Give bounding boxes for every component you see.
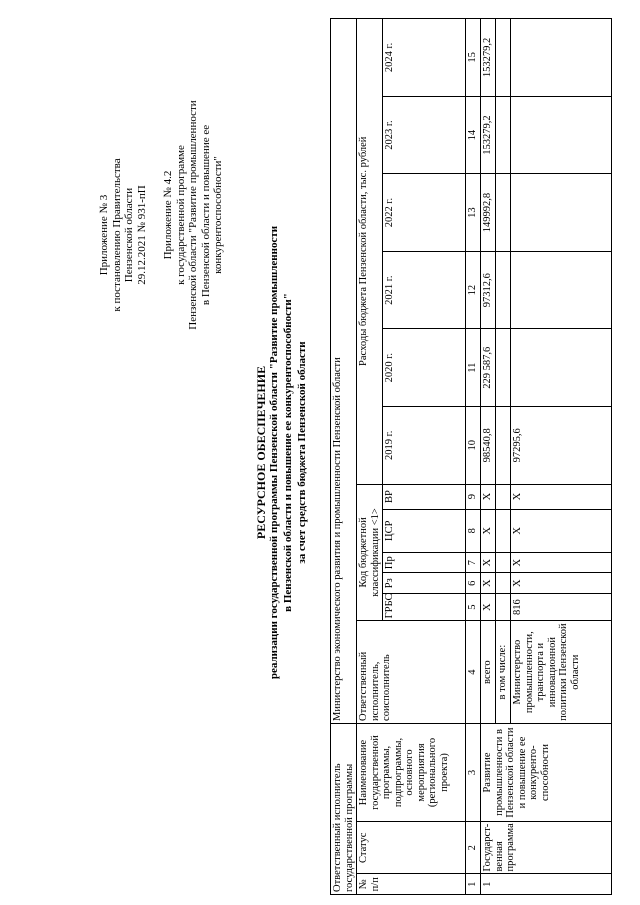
col-header-year: 2022 г. [383,174,466,252]
empty-cell [496,593,511,620]
code-cell: X [481,509,496,552]
column-number: 1 [466,874,481,895]
row-name: Развитие промышленности в Пензенской области и повышение ее конкуренто-способности [481,723,612,821]
code-cell: X [511,552,612,573]
title-line-1: РЕСУРСНОЕ ОБЕСПЕЧЕНИЕ [254,365,268,540]
code-cell: 816 [511,593,612,620]
appendix-line: Приложение № 4.2 [162,170,174,260]
value-cell [511,174,612,252]
col-header-executor: Ответственный исполнитель, соисполнитель [357,621,466,724]
value-cell: 149992,8 [481,174,496,252]
row-including-label: в том числе: [496,621,511,724]
column-number: 5 [466,593,481,620]
column-number: 8 [466,509,481,552]
appendix-line: Приложение № 3 [98,194,110,276]
appendix-line: 29.12.2021 № 931-пП [135,185,148,285]
table-header-row [357,19,383,895]
value-cell [511,19,612,97]
code-cell: X [481,593,496,620]
table-row-total [481,19,496,895]
title-line-4: за счет средств бюджета Пензенской области [296,341,308,564]
col-header-vr: ВР [383,484,466,509]
appendix-main [98,125,148,345]
value-cell: 98540,8 [481,406,496,484]
empty-cell [496,96,511,174]
empty-cell [496,174,511,252]
value-cell [511,96,612,174]
appendix-line: к государственной программе [174,145,187,285]
col-header-status: Статус [357,822,466,874]
code-cell: X [511,484,612,509]
row-ministry-label: Министерство промышленности, транспорта и инновационной политики Пензенской области [511,621,612,724]
value-cell: 97312,6 [481,251,496,329]
empty-cell [496,573,511,594]
col-header-num: № п/п [357,874,466,895]
code-cell: X [481,484,496,509]
column-number: 2 [466,822,481,874]
code-cell: X [481,552,496,573]
row-total-label: всего [481,621,496,724]
value-cell: 153279,2 [481,19,496,97]
code-cell: X [511,509,612,552]
code-cell: X [481,573,496,594]
empty-cell [496,406,511,484]
table-header-row [331,19,357,895]
col-header-expenses: Расходы бюджета Пензенской области, тыс. рублей [357,19,383,485]
resource-table [330,18,612,895]
responsible-ministry-value: Министерство экономического развития и промышленности Пензенской области [331,19,357,724]
col-header-year: 2023 г. [383,96,466,174]
column-number-row [466,19,481,895]
title-line-3: в Пензенской области и повышение ее конкурентоспособности" [282,293,294,612]
col-header-name: Наименование государственной программы, подпрограммы, основного мероприятия (регионального проекта) [357,723,466,821]
column-number: 12 [466,251,481,329]
empty-cell [496,509,511,552]
row-status: Государст-венная программа [481,822,612,874]
appendix-line: Пензенской области "Развитие промышленности [187,100,199,330]
appendix-line: к постановлению Правительства [110,158,123,312]
column-number: 9 [466,484,481,509]
column-number: 14 [466,96,481,174]
col-header-grbs: ГРБС [383,593,466,620]
column-number: 11 [466,329,481,407]
col-header-csr: ЦСР [383,509,466,552]
column-number: 4 [466,621,481,724]
empty-cell [496,251,511,329]
value-cell: 153279,2 [481,96,496,174]
responsible-state-label: Ответственный исполнитель государственной программы [331,723,357,894]
col-header-year: 2024 г. [383,19,466,97]
title-line-2: реализации государственной программы Пензенской области "Развитие промышленности [268,225,280,680]
col-header-year: 2021 г. [383,251,466,329]
appendix-line: в Пензенской области и повышение ее [199,124,212,306]
value-cell [511,329,612,407]
empty-cell [496,19,511,97]
value-cell: 97295,6 [511,406,612,484]
empty-cell [496,329,511,407]
column-number: 7 [466,552,481,573]
col-header-year: 2020 г. [383,329,466,407]
empty-cell [496,552,511,573]
col-header-kbk: Код бюджетной классификации <1> [357,484,383,621]
column-number: 13 [466,174,481,252]
value-cell [511,251,612,329]
col-header-rz: Рз [383,573,466,594]
appendix-line: конкурентоспособности" [212,156,224,274]
appendix-line: Пензенской области [123,187,135,283]
row-num: 1 [481,874,612,895]
value-cell: 229 587,6 [481,329,496,407]
col-header-year: 2019 г. [383,406,466,484]
column-number: 15 [466,19,481,97]
empty-cell [496,484,511,509]
column-number: 10 [466,406,481,484]
col-header-pr: Пр [383,552,466,573]
appendix-sub [162,85,225,345]
code-cell: X [511,573,612,594]
column-number: 6 [466,573,481,594]
column-number: 3 [466,723,481,821]
